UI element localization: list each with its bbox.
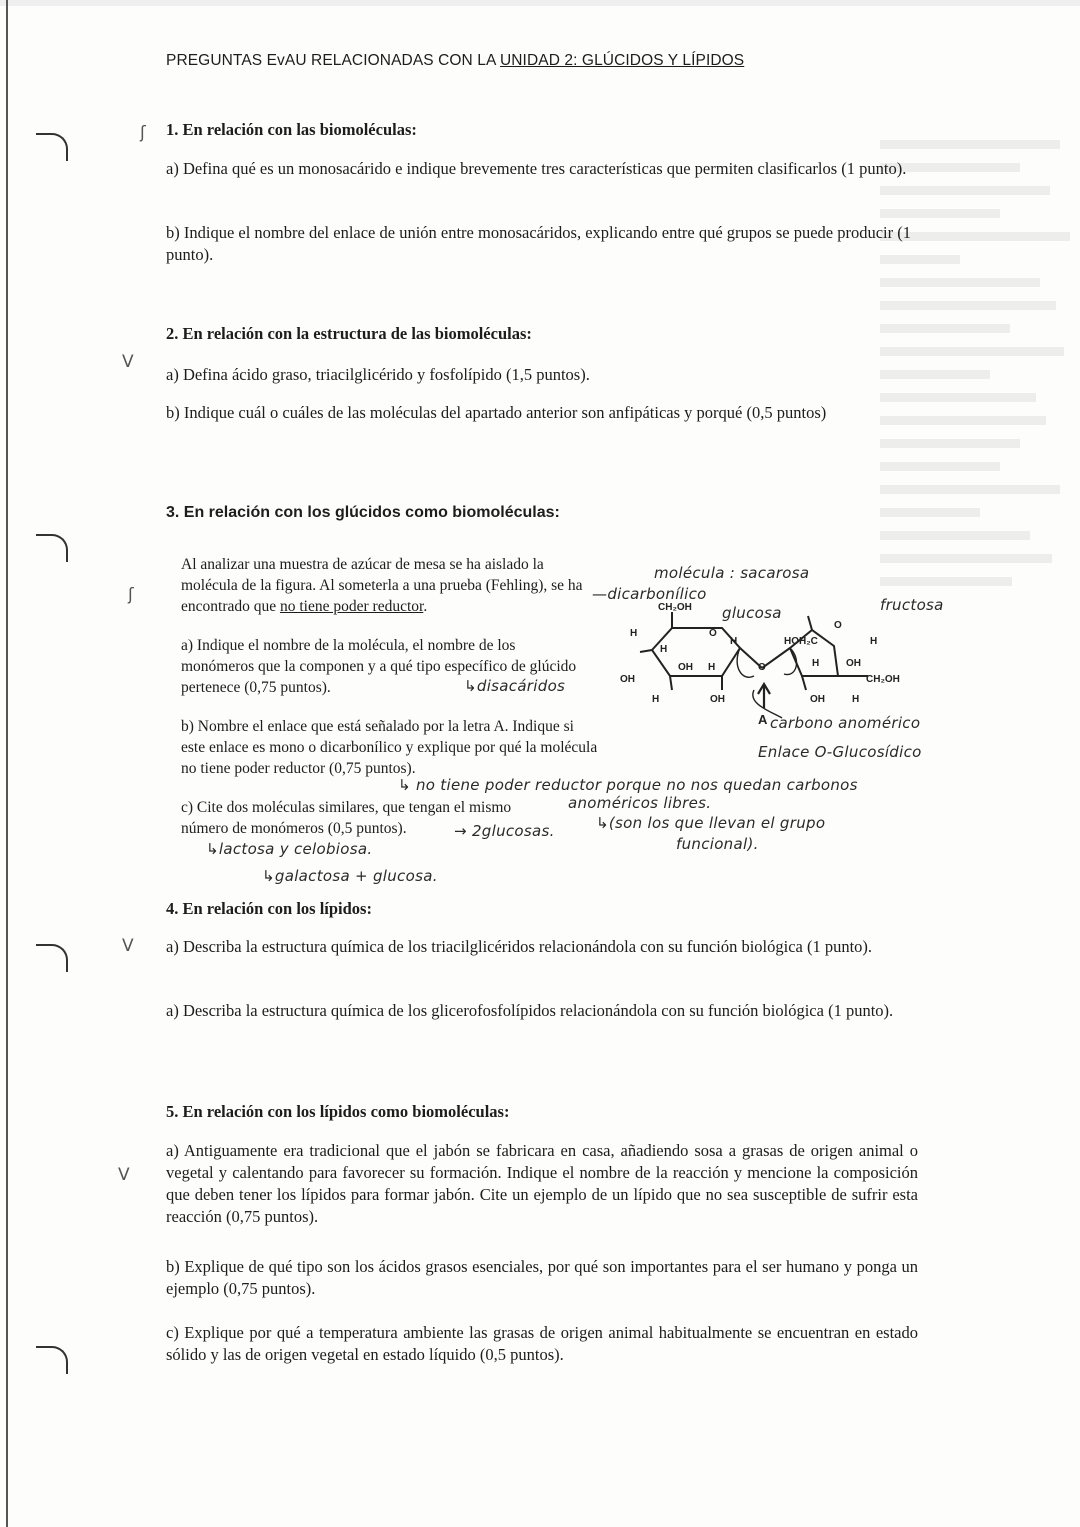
label-a: A [758,712,768,727]
question-5a: a) Antiguamente era tradicional que el jabón se fabricara en casa, añadiendo sosa a grasas de origen animal o vegetal y calentando para favorecer su formación. Indique el nombre de la reacción y mencione la composición que deben tener los lípidos para formar jabón. Cite un ejemplo de un lípido que no sea susceptible de sufrir esta reacción (0,75 puntos). [166,1141,918,1226]
question-4-title: 4. En relación con los lípidos: [166,899,372,918]
note-disacaridos: ↳disacáridos [464,677,566,695]
header-unit: UNIDAD 2: GLÚCIDOS Y LÍPIDOS [499,52,745,69]
label-oh: OH [810,694,825,705]
label-oh: OH [678,662,693,673]
note-dicarbonilico: —dicarbonílico [592,585,707,603]
binder-hole-mark [36,133,68,161]
binder-hole-mark [36,534,68,562]
note-dicarbonilico-text: dicarbonílico [607,585,707,603]
question-3-intro-underlined: no tiene poder reductor [280,598,424,615]
question-3a: a) Indique el nombre de la molécula, el nombre de los monómeros que la componen y a qué tipo específico de glúcido pertenece (0,75 puntos). [181,637,577,696]
question-5c: c) Explique por qué a temperatura ambiente las grasas de origen animal habitualmente se encuentran en estado sólido y las de origen vegetal en estado líquido (0,5 puntos). [166,1323,918,1364]
note-carbono-anomerico: carbono anomérico [770,714,921,732]
label-h: H [870,636,878,647]
label-h: H [708,662,716,673]
note-son-los: ↳(son los que llevan el grupo [596,814,826,832]
label-h: H [812,658,820,669]
binder-hole-mark [36,944,68,972]
question-5b: b) Explique de qué tipo son los ácidos grasos esenciales, por qué son importantes para el ser humano y ponga un ejemplo (0,75 puntos). [166,1257,918,1298]
question-2-title: 2. En relación con la estructura de las biomoléculas: [166,324,532,343]
note-son-los-text: (son los que llevan el grupo [608,814,826,832]
label-ch2oh-right: CH₂OH [866,674,900,685]
question-1b: b) Indique el nombre del enlace de unión entre monosacáridos, explicando entre qué grupos se puede producir (1 punto). [166,223,911,264]
note-fructosa: fructosa [880,596,944,614]
question-3c: c) Cite dos moléculas similares, que tengan el mismo número de monómeros (0,5 puntos). [181,799,512,837]
note-molecule: molécula : sacarosa [654,564,810,582]
left-edge [6,0,8,1527]
question-3-intro-end: . [423,598,428,615]
note-funcional: funcional). [676,835,759,853]
note-disacaridos-text: disacáridos [476,677,566,695]
question-4a2: a) Describa la estructura química de los glicerofosfolípidos relacionándola con su función biológica (1 punto). [166,1001,894,1020]
label-h: H [630,628,638,639]
question-4a1: a) Describa la estructura química de los triacilglicéridos relacionándola con su función biológica (1 punto). [166,937,873,956]
question-5-title: 5. En relación con los lípidos como biomoléculas: [166,1102,510,1121]
label-o-bridge: O [758,662,766,673]
note-no-tiene-text: no tiene poder reductor porque no nos quedan carbonos [415,776,858,794]
question-2a: a) Defina ácido graso, triacilglicérido y fosfolípido (1,5 puntos). [166,365,590,384]
note-dos-glucosas: → 2glucosas. [454,822,555,840]
label-h: H [660,644,668,655]
pencil-mark: ʃ [128,585,134,605]
question-2b: b) Indique cuál o cuáles de las moléculas del apartado anterior son anfipáticas y porqué (0,5 puntos) [166,403,827,422]
note-enlace: Enlace O-Glucosídico [758,743,922,761]
label-ch2oh-left: CH₂OH [658,602,692,613]
question-1-title: 1. En relación con las biomoléculas: [166,120,417,139]
note-lactosa-text: lactosa y celobiosa. [218,840,373,858]
note-lactosa: ↳lactosa y celobiosa. [206,840,373,858]
check-mark: V [118,1165,130,1185]
label-oh: OH [710,694,725,705]
note-dos-glucosas-text: 2glucosas. [471,822,555,840]
label-h: H [652,694,660,705]
label-oh: OH [620,674,635,685]
label-hoh2c: HOH₂C [784,636,818,647]
question-3b: b) Nombre el enlace que está señalado por la letra A. Indique si este enlace es mono o dicarbonílico y explique por qué la molécula no tiene poder reductor (0,75 puntos). [181,718,598,777]
binder-hole-mark [36,1346,68,1374]
question-3-intro [181,554,601,617]
note-anomericos: anoméricos libres. [568,794,712,812]
label-h: H [852,694,860,705]
question-1a: a) Defina qué es un monosacárido e indique brevemente tres características que permiten clasificarlos (1 punto). [166,159,907,178]
top-shadow [0,0,1080,6]
pencil-mark: ʃ [140,123,146,143]
note-galactosa-text: galactosa + glucosa. [274,867,438,885]
note-glucosa: glucosa [722,604,782,622]
note-no-tiene: ↳ no tiene poder reductor porque no nos quedan carbonos [398,776,858,794]
header-prefix: PREGUNTAS EvAU RELACIONADAS CON LA [166,52,500,69]
label-oh: OH [846,658,861,669]
question-3-title: 3. En relación con los glúcidos como biomoléculas: [166,504,560,521]
label-h: H [730,636,738,647]
question-3-intro-text: Al analizar una muestra de azúcar de mesa se ha aislado la molécula de la figura. Al someterla a una prueba (Fehling), se ha encontrado que [181,556,583,615]
note-galactosa: ↳galactosa + glucosa. [262,867,438,885]
check-mark: V [122,936,134,956]
label-o: O [709,628,717,639]
label-o: O [834,620,842,631]
page-header [166,52,744,70]
check-mark: V [122,352,134,372]
